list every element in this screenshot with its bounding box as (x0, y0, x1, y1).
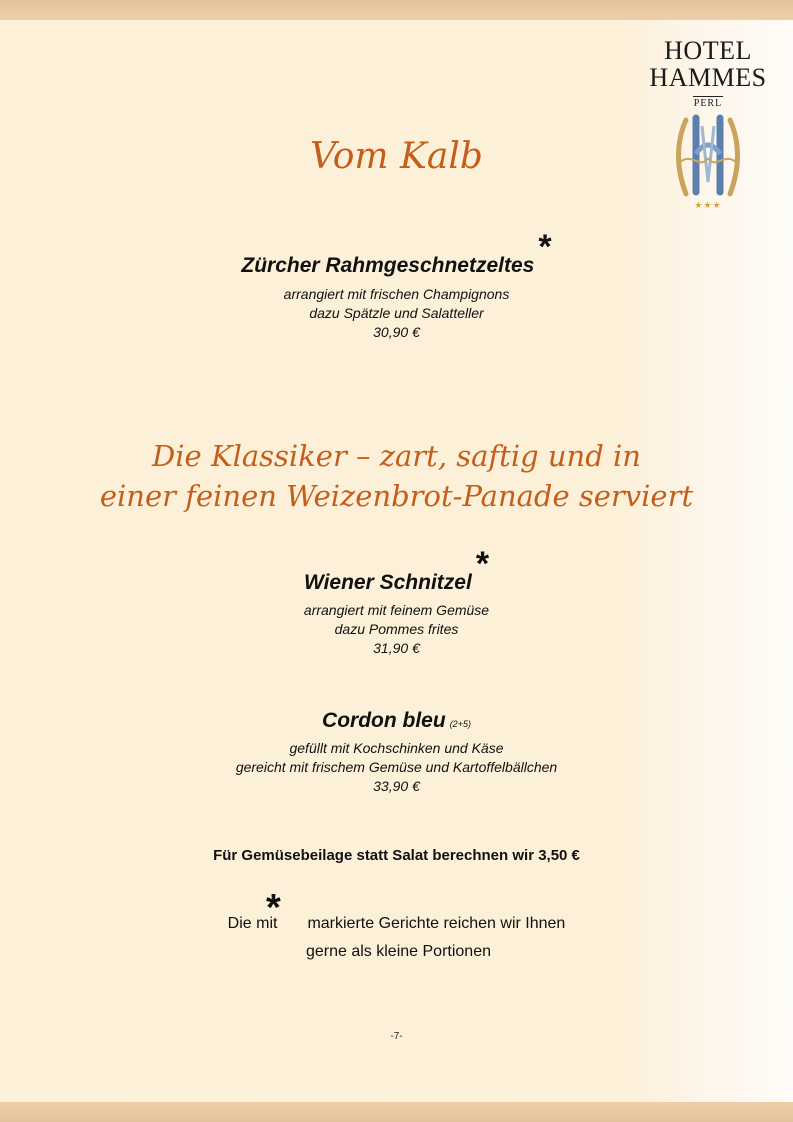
dish-description-line2: gereicht mit frischem Gemüse und Kartoffelbällchen (235, 759, 558, 775)
section-title-vom-kalb: Vom Kalb (310, 136, 483, 177)
dish-description-line2: dazu Spätzle und Salatteller (309, 305, 484, 321)
footnote-line1 (0, 915, 793, 933)
logo-hotel-text: HOTEL (664, 36, 752, 65)
hotel-logo (640, 38, 776, 210)
dish-name-text: Cordon bleu (322, 709, 446, 732)
section-title-line1: Die Klassiker – zart, saftig und in (152, 439, 641, 473)
dish-cordon-bleu (0, 708, 793, 796)
marker-asterisk: * (475, 545, 490, 583)
bottom-band (0, 1102, 793, 1122)
dish-price: 33,90 € (373, 778, 420, 794)
dish-name (0, 708, 793, 737)
dish-description-line1: gefüllt mit Kochschinken und Käse (289, 740, 504, 756)
dish-description-line1: arrangiert mit frischen Champignons (283, 286, 510, 302)
page-number: -7- (390, 1031, 403, 1042)
logo-hammes-text: HAMMES (649, 63, 767, 92)
allergen-tag: (2+5) (449, 719, 471, 729)
footnote-text-line2: gerne als kleine Portionen (305, 943, 491, 960)
dish-price: 30,90 € (373, 324, 420, 340)
footnote-line2 (0, 943, 793, 961)
section-title-klassiker (0, 436, 793, 516)
dish-name (0, 545, 793, 596)
dish-name-text: Wiener Schnitzel (303, 571, 472, 594)
dish-zuercher-rahmgeschnetzeltes (0, 228, 793, 342)
dish-wiener-schnitzel (0, 545, 793, 658)
footnote-prefix: Die mit (227, 915, 278, 932)
logo-stars: ★★★ (694, 200, 722, 210)
dish-name (0, 228, 793, 279)
footnote-text-line1: markierte Gerichte reichen wir Ihnen (307, 915, 566, 932)
dish-price: 31,90 € (373, 640, 420, 656)
logo-perl-text: PERL (693, 98, 723, 109)
dish-description-line2: dazu Pommes frites (334, 621, 459, 637)
section-title-line2: einer feinen Weizenbrot-Panade serviert (99, 479, 694, 513)
top-band (0, 0, 793, 20)
vegetable-side-note: Für Gemüsebeilage statt Salat berechnen wir 3,50 € (213, 847, 580, 864)
marker-asterisk: * (538, 228, 552, 266)
dish-description-line1: arrangiert mit feinem Gemüse (303, 602, 490, 618)
logo-divider (693, 96, 723, 97)
dish-name-text: Zürcher Rahmgeschnetzeltes (241, 254, 535, 277)
footnote-asterisk: * (266, 887, 281, 929)
